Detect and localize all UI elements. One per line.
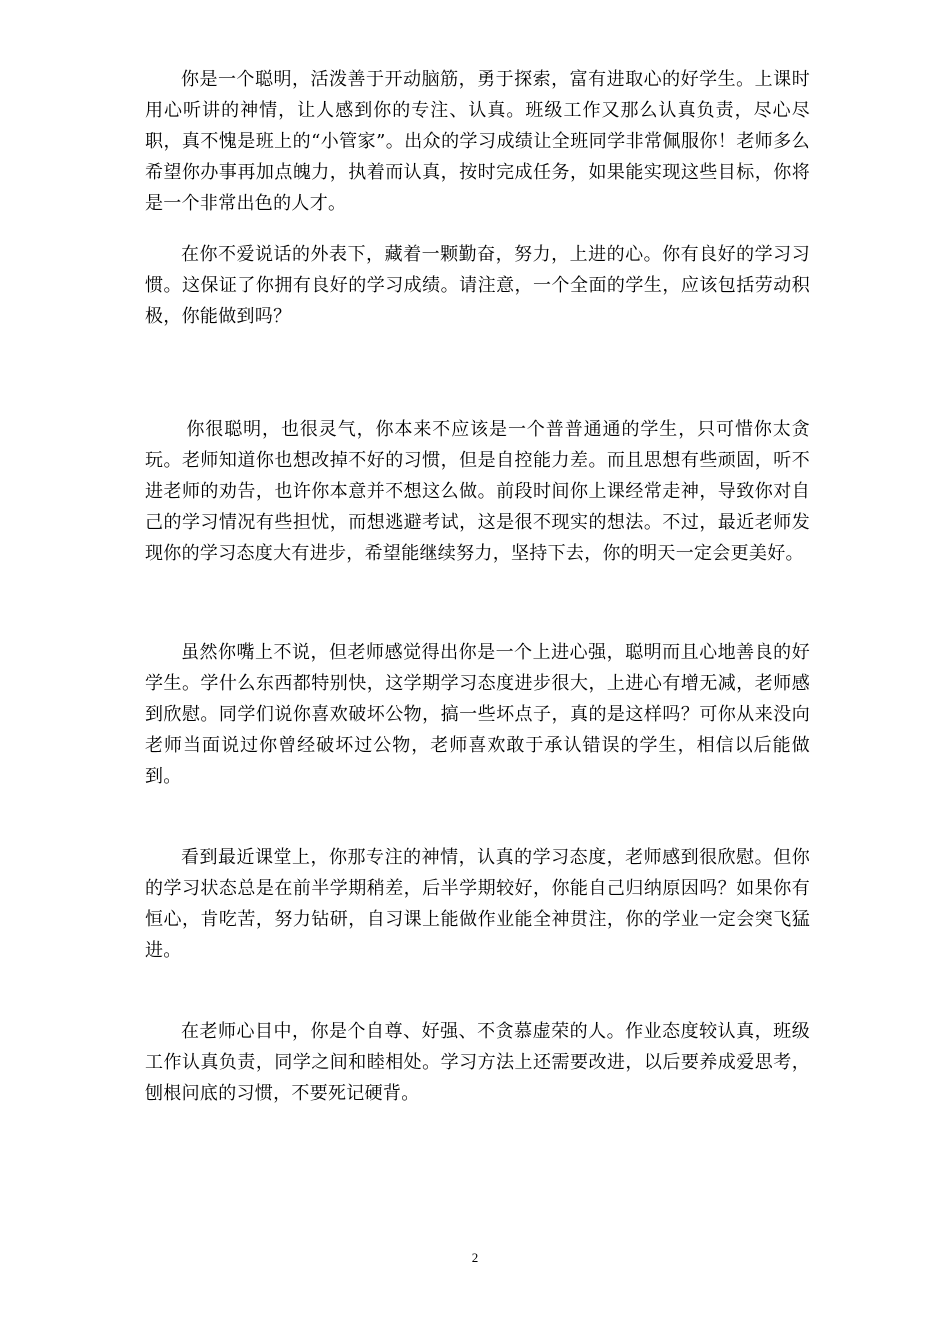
paragraph-1: 你是一个聪明，活泼善于开动脑筋，勇于探索，富有进取心的好学生。上课时用心听讲的神情，让人感到你的专注、认真。班级工作又那么认真负责，尽心尽职，真不愧是班上的“小管家”。出众的学习成绩让全班同学非常佩服你！老师多么希望你办事再加点魄力，执着而认真，按时完成任务，如果能实现这些目标，你将是一个非常出色的人才。 (145, 69, 810, 214)
paragraph-6: 在老师心目中，你是个自尊、好强、不贪慕虚荣的人。作业态度较认真，班级工作认真负责，同学之间和睦相处。学习方法上还需要改进，以后要养成爱思考，刨根问底的习惯，不要死记硬背。 (145, 1021, 810, 1104)
page-number: 2 (471, 1250, 479, 1265)
paragraph-4: 虽然你嘴上不说，但老师感觉得出你是一个上进心强，聪明而且心地善良的好学生。学什么东西都特别快，这学期学习态度进步很大，上进心有增无减，老师感到欣慰。同学们说你喜欢破坏公物，搞一些坏点子，真的是这样吗？可你从来没向老师当面说过你曾经破坏过公物，老师喜欢敢于承认错误的学生，相信以后能做到。 (145, 642, 810, 787)
paragraph-2: 在你不爱说话的外表下，藏着一颗勤奋，努力，上进的心。你有良好的学习习惯。这保证了你拥有良好的学习成绩。请注意，一个全面的学生，应该包括劳动积极，你能做到吗？ (145, 244, 810, 327)
paragraph-5: 看到最近课堂上，你那专注的神情，认真的学习态度，老师感到很欣慰。但你的学习状态总是在前半学期稍差，后半学期较好，你能自己归纳原因吗？如果你有恒心，肯吃苦，努力钻研，自习课上能做作业能全神贯注，你的学业一定会突飞猛进。 (145, 847, 810, 961)
paragraph-3: 你很聪明，也很灵气，你本来不应该是一个普普通通的学生，只可惜你太贪玩。老师知道你也想改掉不好的习惯，但是自控能力差。而且思想有些顽固，听不进老师的劝告，也许你本意并不想这么做。前段时间你上课经常走神，导致你对自己的学习情况有些担忧，而想逃避考试，这是很不现实的想法。不过，最近老师发现你的学习态度大有进步，希望能继续努力，坚持下去，你的明天一定会更美好。 (145, 419, 810, 564)
